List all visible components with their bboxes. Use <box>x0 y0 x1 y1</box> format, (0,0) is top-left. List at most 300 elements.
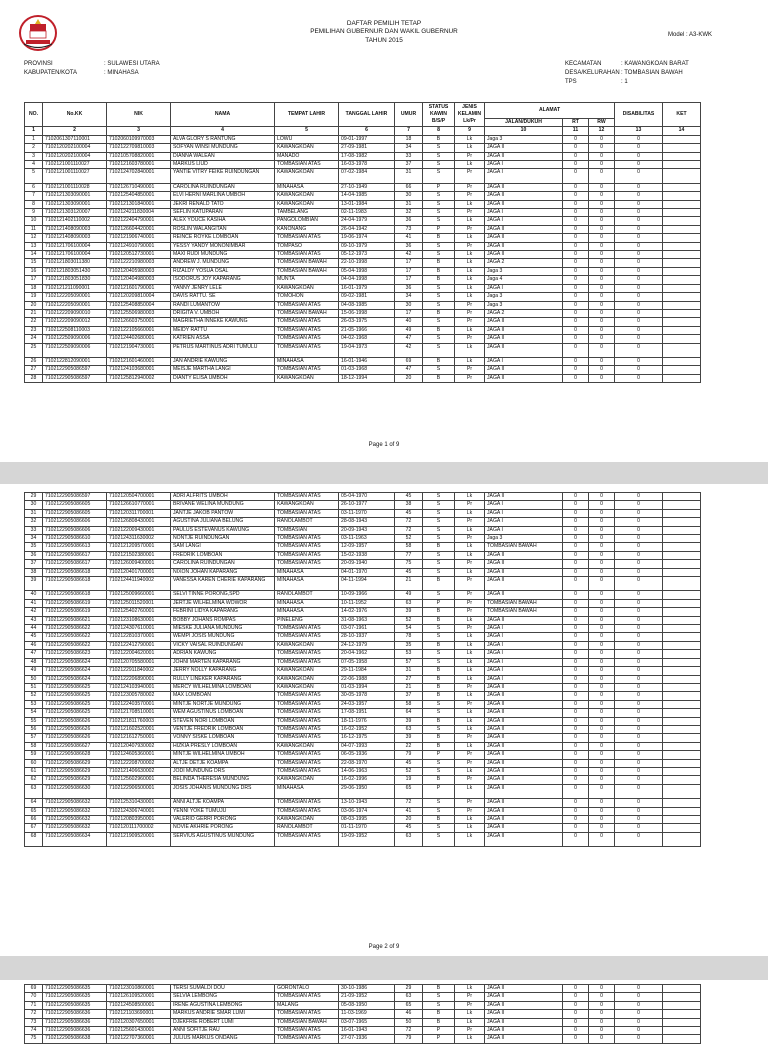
cell-nik: 7102121601460001 <box>107 357 171 365</box>
cell-nokk: 7102121303120007 <box>43 209 107 217</box>
cell-rt: 0 <box>563 608 589 616</box>
cell-rt: 0 <box>563 807 589 815</box>
cell-umur: 33 <box>395 152 423 160</box>
cell-nokk: 7102121001110027 <box>43 161 107 169</box>
cell-status: B <box>423 1018 455 1026</box>
cell-no: 21 <box>25 309 43 317</box>
cell-jalan: JAGA II <box>485 767 563 775</box>
cell-rw: 0 <box>589 1018 615 1026</box>
cell-umur: 77 <box>395 551 423 559</box>
cell-tempat-lahir: MUNTA <box>275 276 339 284</box>
cell-tanggal-lahir: 24-12-1979 <box>339 641 395 649</box>
cell-tempat-lahir: TOMBASIAN ATAS <box>275 650 339 658</box>
cell-disabilitas: 0 <box>615 543 663 551</box>
cell-ket <box>663 577 701 591</box>
cell-disabilitas: 0 <box>615 366 663 374</box>
cell-status: S <box>423 209 455 217</box>
cell-nik: 7102123005780002 <box>107 692 171 700</box>
cell-status: S <box>423 493 455 501</box>
cell-nama: RULLY LINEKER KAPARANG <box>171 675 275 683</box>
cell-status: B <box>423 357 455 365</box>
table-row <box>25 209 701 217</box>
cell-nokk: 7102120202100004 <box>43 152 107 160</box>
cell-ket <box>663 709 701 717</box>
cell-jenis-kelamin: Lk <box>455 816 485 824</box>
cell-jenis-kelamin: Lk <box>455 293 485 301</box>
col-tanggal-lahir: TANGGAL LAHIR <box>339 103 395 127</box>
cell-rt: 0 <box>563 784 589 798</box>
cell-ket <box>663 700 701 708</box>
cell-nik: 7102060109970003 <box>107 135 171 143</box>
cell-no: 30 <box>25 501 43 509</box>
cell-status: S <box>423 501 455 509</box>
cell-nik: 7102121603780001 <box>107 161 171 169</box>
table-row <box>25 633 701 641</box>
cell-status: S <box>423 767 455 775</box>
cell-tempat-lahir: MINAHASA <box>275 357 339 365</box>
cell-tempat-lahir: TOMBASIAN ATAS <box>275 543 339 551</box>
cell-umur: 36 <box>395 242 423 250</box>
cell-jalan: JAGA I <box>485 501 563 509</box>
cell-rw: 0 <box>589 144 615 152</box>
cell-umur: 39 <box>395 608 423 616</box>
cell-jalan: JAGA II <box>485 242 563 250</box>
cell-nama: SAM LANGI <box>171 543 275 551</box>
cell-rw: 0 <box>589 259 615 267</box>
cell-jenis-kelamin: Lk <box>455 526 485 534</box>
cell-jenis-kelamin: Lk <box>455 276 485 284</box>
cell-nik: 7102121909520001 <box>107 832 171 846</box>
cell-nokk: 7102122905086636 <box>43 1027 107 1035</box>
cell-disabilitas: 0 <box>615 169 663 183</box>
cell-rw: 0 <box>589 993 615 1001</box>
cell-rt: 0 <box>563 616 589 624</box>
region-info-left <box>24 60 160 78</box>
cell-ket <box>663 767 701 775</box>
cell-tanggal-lahir: 14-02-1976 <box>339 608 395 616</box>
cell-nama: ANNI ALTJE KOAMPA <box>171 799 275 807</box>
cell-jalan: JAGA II <box>485 985 563 993</box>
cell-jalan: JAGA II <box>485 183 563 191</box>
cell-tanggal-lahir: 10-09-1966 <box>339 591 395 599</box>
cell-jalan: JAGA II <box>485 616 563 624</box>
cell-jalan: JAGA I <box>485 625 563 633</box>
cell-nik: 7102121502380001 <box>107 551 171 559</box>
cell-tanggal-lahir: 17-08-1982 <box>339 152 395 160</box>
cell-nama: MEIDY RATTU <box>171 326 275 334</box>
cell-disabilitas: 0 <box>615 225 663 233</box>
cell-tempat-lahir: TOMBASIAN ATAS <box>275 560 339 568</box>
cell-nama: ALTJE DETJE KOAMPA <box>171 759 275 767</box>
cell-no: 62 <box>25 776 43 784</box>
cell-jalan: Jaga 3 <box>485 267 563 275</box>
cell-jenis-kelamin: Pr <box>455 683 485 691</box>
table-row <box>25 543 701 551</box>
cell-nokk: 7102122905086597 <box>43 493 107 501</box>
cell-tanggal-lahir: 01-11-1970 <box>339 824 395 832</box>
cell-tanggal-lahir: 30-05-1978 <box>339 692 395 700</box>
cell-status: S <box>423 633 455 641</box>
cell-no: 46 <box>25 641 43 649</box>
cell-disabilitas: 0 <box>615 551 663 559</box>
cell-no: 25 <box>25 343 43 357</box>
cell-umur: 49 <box>395 326 423 334</box>
cell-nama: ALVA GLORY S RANTUNG <box>171 135 275 143</box>
cell-nokk: 7102122509090006 <box>43 335 107 343</box>
cell-umur: 45 <box>395 824 423 832</box>
cell-nama: ISODORUS JOY KAPARANG <box>171 276 275 284</box>
cell-disabilitas: 0 <box>615 759 663 767</box>
cell-tanggal-lahir: 27-10-1949 <box>339 183 395 191</box>
cell-nama: SELVIA LEMBONG <box>171 993 275 1001</box>
table-row <box>25 501 701 509</box>
cell-status: B <box>423 667 455 675</box>
cell-tempat-lahir: TOMBASIAN ATAS <box>275 734 339 742</box>
cell-status: B <box>423 776 455 784</box>
cell-nama: BOBBY JOHANS ROMPAS <box>171 616 275 624</box>
cell-disabilitas: 0 <box>615 209 663 217</box>
cell-no: 17 <box>25 276 43 284</box>
cell-umur: 40 <box>395 318 423 326</box>
cell-rt: 0 <box>563 641 589 649</box>
cell-nik: 7102125402760001 <box>107 608 171 616</box>
cell-jalan: JAGA II <box>485 318 563 326</box>
cell-nik: 7102122105660001 <box>107 326 171 334</box>
cell-nik: 7102121209570001 <box>107 543 171 551</box>
cell-nokk: 7102122905086625 <box>43 700 107 708</box>
cell-no: 20 <box>25 301 43 309</box>
table-row <box>25 641 701 649</box>
cell-ket <box>663 326 701 334</box>
cell-umur: 54 <box>395 625 423 633</box>
cell-ket <box>663 759 701 767</box>
cell-rw: 0 <box>589 234 615 242</box>
cell-jenis-kelamin: Lk <box>455 658 485 666</box>
cell-rt: 0 <box>563 591 589 599</box>
cell-tempat-lahir: TOMBASIAN ATAS <box>275 1010 339 1018</box>
cell-umur: 45 <box>395 568 423 576</box>
cell-rt: 0 <box>563 242 589 250</box>
cell-rt: 0 <box>563 633 589 641</box>
cell-disabilitas: 0 <box>615 374 663 382</box>
cell-nokk: 7102122905086605 <box>43 509 107 517</box>
cell-jenis-kelamin: Pr <box>455 209 485 217</box>
table-row <box>25 259 701 267</box>
cell-nik: 7102120803950001 <box>107 816 171 824</box>
table-row <box>25 692 701 700</box>
cell-tempat-lahir: TAMBELANG <box>275 209 339 217</box>
table-row <box>25 169 701 183</box>
cell-umur: 64 <box>395 709 423 717</box>
cell-disabilitas: 0 <box>615 625 663 633</box>
cell-nama: ANDREW J. MUNDUNG <box>171 259 275 267</box>
cell-tanggal-lahir: 10-11-1952 <box>339 599 395 607</box>
cell-umur: 41 <box>395 234 423 242</box>
cell-nik: 7102122707360001 <box>107 1035 171 1043</box>
cell-disabilitas: 0 <box>615 293 663 301</box>
cell-nama: VALERIO GERRI PORONG <box>171 816 275 824</box>
cell-ket <box>663 144 701 152</box>
cell-nama: JERTJE WILHELMINA WOWOR <box>171 599 275 607</box>
cell-nokk: 7102122905086635 <box>43 1001 107 1009</box>
cell-rw: 0 <box>589 616 615 624</box>
table-row <box>25 144 701 152</box>
cell-nama: JANTJE JAKOB PANTOW <box>171 509 275 517</box>
cell-jalan: JAGA II <box>485 326 563 334</box>
page-gap <box>0 462 768 484</box>
cell-jalan: JAGA II <box>485 993 563 1001</box>
cell-tanggal-lahir: 01-03-1968 <box>339 366 395 374</box>
cell-jalan: JAGA I <box>485 658 563 666</box>
cell-nama: ADRIAN KAWUNG <box>171 650 275 658</box>
cell-umur: 36 <box>395 217 423 225</box>
table-row <box>25 301 701 309</box>
cell-nama: DIANTY ELISA UMBOH <box>171 374 275 382</box>
cell-tanggal-lahir: 09-10-1979 <box>339 242 395 250</box>
cell-jalan: JAGA II <box>485 591 563 599</box>
cell-ket <box>663 1027 701 1035</box>
cell-umur: 18 <box>395 135 423 143</box>
cell-jalan: TOMBASIAN BAWAH <box>485 608 563 616</box>
cell-rt: 0 <box>563 599 589 607</box>
table-row <box>25 343 701 357</box>
cell-tanggal-lahir: 04-11-1994 <box>339 577 395 591</box>
cell-nokk: 7102121211090001 <box>43 284 107 292</box>
cell-tempat-lahir: TOMBASIAN ATAS <box>275 807 339 815</box>
cell-tanggal-lahir: 12-09-1957 <box>339 543 395 551</box>
cell-status: S <box>423 293 455 301</box>
cell-tempat-lahir: RANOLAMBOT <box>275 824 339 832</box>
cell-nama: RANDI LUMANTOW <box>171 301 275 309</box>
cell-rw: 0 <box>589 675 615 683</box>
cell-disabilitas: 0 <box>615 658 663 666</box>
cell-umur: 65 <box>395 784 423 798</box>
cell-disabilitas: 0 <box>615 183 663 191</box>
cell-ket <box>663 784 701 798</box>
cell-nokk: 7102122905086635 <box>43 993 107 1001</box>
cell-nokk: 7102121303090001 <box>43 192 107 200</box>
cell-jalan: JAGA II <box>485 560 563 568</box>
cell-jenis-kelamin: Pr <box>455 301 485 309</box>
table-row <box>25 509 701 517</box>
cell-jalan: JAGA I <box>485 284 563 292</box>
cell-nama: SOFYAN WINSI MUNDUNG <box>171 144 275 152</box>
cell-rw: 0 <box>589 318 615 326</box>
cell-rt: 0 <box>563 152 589 160</box>
cell-jalan: Jaga 3 <box>485 293 563 301</box>
cell-nokk: 7102122905086622 <box>43 625 107 633</box>
cell-jalan: JAGA II <box>485 1018 563 1026</box>
cell-nama: PETRUS MARTINUS ADRI TUMULU <box>171 343 275 357</box>
cell-status: S <box>423 832 455 846</box>
cell-tanggal-lahir: 06-05-1936 <box>339 751 395 759</box>
table-row <box>25 667 701 675</box>
cell-ket <box>663 799 701 807</box>
cell-ket <box>663 267 701 275</box>
cell-nama: IRENE AGUSTINA LEMBONG <box>171 1001 275 1009</box>
cell-disabilitas: 0 <box>615 824 663 832</box>
cell-nik: 7102126710490001 <box>107 183 171 191</box>
cell-rt: 0 <box>563 251 589 259</box>
table-row <box>25 616 701 624</box>
cell-jalan: TOMBASIAN BAWAH <box>485 599 563 607</box>
cell-disabilitas: 0 <box>615 1035 663 1043</box>
cell-rw: 0 <box>589 824 615 832</box>
cell-nama: YANNY JENRY LELE <box>171 284 275 292</box>
cell-rt: 0 <box>563 276 589 284</box>
col-alamat: ALAMAT <box>485 103 615 119</box>
cell-jenis-kelamin: Lk <box>455 1035 485 1043</box>
table-row <box>25 309 701 317</box>
cell-disabilitas: 0 <box>615 509 663 517</box>
cell-nokk: 7102122905086622 <box>43 641 107 649</box>
table-row <box>25 767 701 775</box>
cell-nokk: 7102122205090001 <box>43 293 107 301</box>
cell-status: S <box>423 658 455 666</box>
cell-rw: 0 <box>589 242 615 250</box>
cell-nokk: 7102121408090003 <box>43 234 107 242</box>
cell-tanggal-lahir: 24-04-1979 <box>339 217 395 225</box>
cell-rw: 0 <box>589 1001 615 1009</box>
cell-disabilitas: 0 <box>615 650 663 658</box>
cell-nokk: 7102122905086622 <box>43 633 107 641</box>
cell-status: S <box>423 625 455 633</box>
cell-tempat-lahir: TOMBASIAN ATAS <box>275 234 339 242</box>
cell-jenis-kelamin: Lk <box>455 641 485 649</box>
cell-tempat-lahir: MINAHASA <box>275 608 339 616</box>
cell-nik: 7102121602520001 <box>107 725 171 733</box>
cell-rt: 0 <box>563 183 589 191</box>
cell-nama: HIZKIA PRESLY LOMBOAN <box>171 742 275 750</box>
cell-umur: 72 <box>395 526 423 534</box>
cell-status: S <box>423 161 455 169</box>
cell-umur: 53 <box>395 650 423 658</box>
cell-jenis-kelamin: Lk <box>455 284 485 292</box>
cell-rt: 0 <box>563 776 589 784</box>
cell-jenis-kelamin: Pr <box>455 1027 485 1035</box>
cell-tempat-lahir: TOMBASIAN ATAS <box>275 161 339 169</box>
table-row <box>25 658 701 666</box>
page-gap <box>0 956 768 980</box>
cell-nama: MAXI RUDI MUNDUNG <box>171 251 275 259</box>
cell-status: S <box>423 343 455 357</box>
cell-rt: 0 <box>563 734 589 742</box>
cell-disabilitas: 0 <box>615 725 663 733</box>
cell-tempat-lahir: TOMBASIAN ATAS <box>275 725 339 733</box>
cell-ket <box>663 734 701 742</box>
cell-rt: 0 <box>563 335 589 343</box>
cell-tanggal-lahir: 01-03-1994 <box>339 683 395 691</box>
cell-ket <box>663 251 701 259</box>
cell-jenis-kelamin: Lk <box>455 1010 485 1018</box>
cell-nik: 7102125506980003 <box>107 309 171 317</box>
cell-tempat-lahir: TOMBASIAN ATAS <box>275 535 339 543</box>
cell-no: 15 <box>25 259 43 267</box>
cell-no: 3 <box>25 152 43 160</box>
cell-jalan: Jaga 3 <box>485 535 563 543</box>
cell-rw: 0 <box>589 518 615 526</box>
cell-nokk: 7102122905086626 <box>43 734 107 742</box>
cell-umur: 27 <box>395 675 423 683</box>
cell-status: P <box>423 1027 455 1035</box>
col-ket: KET <box>663 103 701 127</box>
cell-nik: 7102123010860001 <box>107 985 171 993</box>
cell-umur: 45 <box>395 759 423 767</box>
cell-jenis-kelamin: Lk <box>455 709 485 717</box>
cell-nokk: 7102122905086619 <box>43 608 107 616</box>
cell-tempat-lahir: MINAHASA <box>275 183 339 191</box>
cell-rt: 0 <box>563 501 589 509</box>
cell-umur: 37 <box>395 692 423 700</box>
cell-rw: 0 <box>589 357 615 365</box>
cell-disabilitas: 0 <box>615 326 663 334</box>
cell-nik: 7102124508500001 <box>107 1001 171 1009</box>
cell-rt: 0 <box>563 284 589 292</box>
cell-disabilitas: 0 <box>615 776 663 784</box>
cell-rt: 0 <box>563 526 589 534</box>
cell-tempat-lahir: KAWANGKOAN <box>275 683 339 691</box>
cell-nokk: 7102121001110027 <box>43 169 107 183</box>
cell-no: 74 <box>25 1027 43 1035</box>
voter-table-page-3 <box>24 984 701 1044</box>
cell-nik: 7102121708510001 <box>107 709 171 717</box>
kabupaten-label: KABUPATEN/KOTA <box>24 70 78 76</box>
cell-umur: 52 <box>395 616 423 624</box>
cell-no: 40 <box>25 591 43 599</box>
cell-rt: 0 <box>563 568 589 576</box>
cell-tempat-lahir: KAWANGKOAN <box>275 192 339 200</box>
cell-nokk: 7102122905086632 <box>43 807 107 815</box>
col-status-kawin: STATUS KAWIN B/S/P <box>423 103 455 127</box>
cell-jalan: JAGA I <box>485 509 563 517</box>
document-subtitle: PEMILIHAN GUBERNUR DAN WAKIL GUBERNUR <box>310 28 458 36</box>
cell-nokk: 7102122905086626 <box>43 725 107 733</box>
table-row <box>25 192 701 200</box>
cell-tanggal-lahir: 03-11-1970 <box>339 509 395 517</box>
cell-no: 28 <box>25 374 43 382</box>
cell-tempat-lahir: TOMBASIAN ATAS <box>275 799 339 807</box>
table-row <box>25 251 701 259</box>
cell-no: 53 <box>25 700 43 708</box>
cell-jenis-kelamin: Pr <box>455 318 485 326</box>
cell-jenis-kelamin: Pr <box>455 183 485 191</box>
cell-status: S <box>423 1001 455 1009</box>
cell-jenis-kelamin: Lk <box>455 824 485 832</box>
cell-jalan: JAGA I <box>485 357 563 365</box>
cell-disabilitas: 0 <box>615 577 663 591</box>
cell-nokk: 7102122905086619 <box>43 599 107 607</box>
cell-no: 75 <box>25 1035 43 1043</box>
cell-tanggal-lahir: 19-04-1973 <box>339 343 395 357</box>
cell-disabilitas: 0 <box>615 816 663 824</box>
cell-tanggal-lahir: 04-07-1993 <box>339 742 395 750</box>
cell-umur: 45 <box>395 509 423 517</box>
cell-tanggal-lahir: 24-03-1957 <box>339 700 395 708</box>
cell-nama: MAX LOMBOAN <box>171 692 275 700</box>
cell-jenis-kelamin: Pr <box>455 335 485 343</box>
cell-disabilitas: 0 <box>615 993 663 1001</box>
table-row <box>25 751 701 759</box>
cell-no: 56 <box>25 725 43 733</box>
cell-nama: NIXON JOHAN KAPARANG <box>171 568 275 576</box>
cell-status: B <box>423 543 455 551</box>
col-nik: NIK <box>107 103 171 127</box>
cell-tanggal-lahir: 30-10-1986 <box>339 985 395 993</box>
table-row <box>25 335 701 343</box>
cell-disabilitas: 0 <box>615 700 663 708</box>
cell-umur: 31 <box>395 667 423 675</box>
cell-umur: 17 <box>395 309 423 317</box>
